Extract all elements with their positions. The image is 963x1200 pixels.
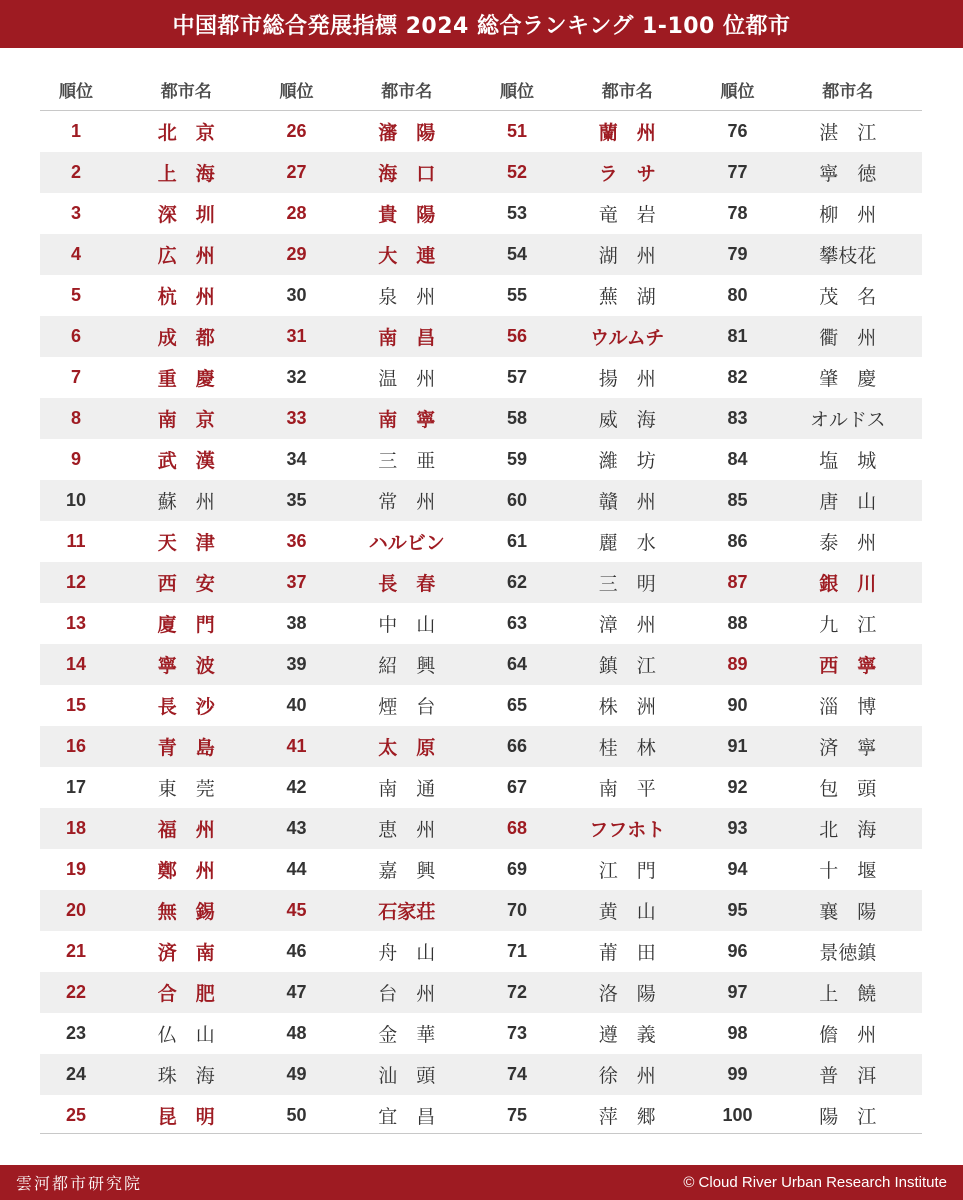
city-cell: 恵 州 xyxy=(378,819,436,841)
city-cell: ウルムチ xyxy=(590,327,665,349)
city-cell: 上 饒 xyxy=(819,983,877,1005)
city-cell: 合 肥 xyxy=(157,983,215,1005)
city-cell: 長 春 xyxy=(378,573,436,595)
rank-cell: 7 xyxy=(70,367,81,387)
table-row xyxy=(40,193,922,234)
rank-cell: 19 xyxy=(65,859,87,879)
table-row xyxy=(40,111,922,152)
city-cell: 鄭 州 xyxy=(157,860,215,882)
table-body xyxy=(40,111,922,1136)
city-cell: 蘭 州 xyxy=(598,122,656,144)
rank-header: 順位 xyxy=(720,81,755,102)
rank-cell: 59 xyxy=(506,449,528,469)
rank-cell: 93 xyxy=(727,818,748,838)
rank-cell: 70 xyxy=(506,900,528,920)
city-cell: 湛 江 xyxy=(819,122,877,144)
city-cell: 石家荘 xyxy=(378,901,436,923)
rank-cell: 3 xyxy=(70,203,81,223)
city-cell: 威 海 xyxy=(598,409,656,431)
rank-cell: 43 xyxy=(286,818,307,838)
city-cell: 金 華 xyxy=(378,1024,436,1046)
rank-cell: 28 xyxy=(286,203,307,223)
city-cell: 東 莞 xyxy=(157,778,215,800)
rank-header: 順位 xyxy=(279,81,314,102)
city-cell: 福 州 xyxy=(157,819,215,841)
rank-cell: 71 xyxy=(506,941,528,961)
rank-cell: 23 xyxy=(65,1023,87,1043)
rank-cell: 27 xyxy=(286,162,307,182)
rank-cell: 83 xyxy=(727,408,748,428)
table-row xyxy=(40,152,922,193)
rank-cell: 82 xyxy=(727,367,748,387)
rank-cell: 54 xyxy=(506,244,528,264)
table-row xyxy=(40,644,922,685)
rank-cell: 12 xyxy=(65,572,87,592)
city-cell: 湖 州 xyxy=(598,245,656,267)
rank-cell: 50 xyxy=(286,1105,307,1125)
rank-cell: 84 xyxy=(727,449,748,469)
city-cell: 桂 林 xyxy=(598,737,656,759)
rank-cell: 73 xyxy=(506,1023,528,1043)
city-cell: 杭 州 xyxy=(157,286,215,308)
city-cell: 莆 田 xyxy=(598,942,656,964)
city-cell: 紹 興 xyxy=(378,655,436,677)
rank-cell: 92 xyxy=(727,777,748,797)
rank-cell: 72 xyxy=(506,982,528,1002)
rank-cell: 45 xyxy=(286,900,307,920)
city-cell: 重 慶 xyxy=(157,368,215,390)
rank-cell: 25 xyxy=(65,1105,87,1125)
rank-cell: 95 xyxy=(727,900,748,920)
city-cell: 黄 山 xyxy=(598,901,656,923)
rank-cell: 41 xyxy=(286,736,307,756)
rank-cell: 99 xyxy=(727,1064,748,1084)
city-cell: 柳 州 xyxy=(819,204,877,226)
table-row xyxy=(40,890,922,931)
city-header: 都市名 xyxy=(381,81,433,102)
rank-cell: 9 xyxy=(70,449,81,469)
rank-cell: 34 xyxy=(286,449,307,469)
rank-cell: 26 xyxy=(286,121,307,141)
rank-cell: 1 xyxy=(70,121,81,141)
city-cell: 煙 台 xyxy=(378,696,436,718)
city-cell: 昆 明 xyxy=(157,1106,215,1128)
rank-cell: 46 xyxy=(286,941,307,961)
city-cell: 中 山 xyxy=(378,614,436,636)
city-cell: 西 安 xyxy=(157,573,215,595)
city-cell: 鎮 江 xyxy=(598,655,656,677)
rank-cell: 79 xyxy=(727,244,748,264)
rank-cell: 91 xyxy=(727,736,748,756)
city-cell: フフホト xyxy=(589,819,666,841)
city-cell: 温 州 xyxy=(378,368,436,390)
city-cell: 寧 徳 xyxy=(819,163,877,185)
rank-cell: 76 xyxy=(727,121,748,141)
city-cell: 天 津 xyxy=(157,532,215,554)
table-row xyxy=(40,849,922,890)
rank-cell: 8 xyxy=(70,408,81,428)
rank-cell: 20 xyxy=(65,900,87,920)
table-bottom-divider xyxy=(40,1133,922,1134)
rank-cell: 65 xyxy=(506,695,528,715)
rank-cell: 6 xyxy=(70,326,81,346)
city-cell: 攀枝花 xyxy=(819,245,877,267)
table-row xyxy=(40,562,922,603)
city-cell: 珠 海 xyxy=(157,1065,215,1087)
rank-cell: 36 xyxy=(286,531,307,551)
city-cell: 南 京 xyxy=(157,409,215,431)
table-row xyxy=(40,1054,922,1095)
rank-cell: 77 xyxy=(727,162,748,182)
city-header: 都市名 xyxy=(601,81,653,102)
city-cell: オルドス xyxy=(809,409,886,431)
table-row xyxy=(40,439,922,480)
rank-cell: 56 xyxy=(506,326,528,346)
table-row xyxy=(40,972,922,1013)
city-cell: 貴 陽 xyxy=(378,204,436,226)
city-cell: 青 島 xyxy=(157,737,215,759)
rank-cell: 61 xyxy=(506,531,528,551)
rank-cell: 86 xyxy=(727,531,748,551)
rank-cell: 24 xyxy=(65,1064,87,1084)
rank-cell: 44 xyxy=(286,859,307,879)
city-header: 都市名 xyxy=(160,81,212,102)
rank-cell: 51 xyxy=(506,121,528,141)
city-cell: 蘇 州 xyxy=(157,491,215,513)
footer-organization: 雲河都市研究院 xyxy=(16,1174,143,1193)
city-cell: 大 連 xyxy=(378,245,436,267)
city-cell: 陽 江 xyxy=(819,1106,877,1128)
city-cell: 瀋 陽 xyxy=(378,122,436,144)
table-row xyxy=(40,316,922,357)
city-header: 都市名 xyxy=(822,81,874,102)
rank-cell: 16 xyxy=(65,736,87,756)
city-cell: 西 寧 xyxy=(819,655,877,677)
rank-cell: 32 xyxy=(286,367,307,387)
city-cell: 済 南 xyxy=(157,942,215,964)
city-cell: 麗 水 xyxy=(598,532,656,554)
table-row xyxy=(40,726,922,767)
rank-cell: 63 xyxy=(506,613,528,633)
footer-bar xyxy=(0,1165,963,1200)
city-cell: 蕪 湖 xyxy=(598,286,656,308)
city-cell: 汕 頭 xyxy=(378,1065,436,1087)
city-cell: 普 洱 xyxy=(819,1065,877,1087)
city-cell: 洛 陽 xyxy=(598,983,656,1005)
city-cell: 南 平 xyxy=(598,778,656,800)
rank-cell: 89 xyxy=(727,654,748,674)
city-cell: 無 錫 xyxy=(157,901,215,923)
city-cell: 泉 州 xyxy=(378,286,436,308)
table-row xyxy=(40,767,922,808)
rank-cell: 48 xyxy=(286,1023,307,1043)
rank-cell: 35 xyxy=(286,490,307,510)
city-cell: 徐 州 xyxy=(598,1065,656,1087)
city-cell: 萍 郷 xyxy=(598,1106,656,1128)
city-cell: 三 明 xyxy=(598,573,656,595)
city-cell: 上 海 xyxy=(157,163,215,185)
footer-copyright: © Cloud River Urban Research Institute xyxy=(683,1174,947,1191)
rank-cell: 90 xyxy=(727,695,748,715)
city-cell: 寧 波 xyxy=(157,655,215,677)
rank-cell: 18 xyxy=(65,818,87,838)
city-cell: 景徳鎮 xyxy=(819,942,877,964)
rank-cell: 64 xyxy=(506,654,528,674)
city-cell: 嘉 興 xyxy=(378,860,436,882)
city-cell: 深 圳 xyxy=(157,204,215,226)
city-cell: ラ サ xyxy=(598,163,656,185)
rank-cell: 74 xyxy=(506,1064,528,1084)
city-cell: 江 門 xyxy=(598,860,656,882)
rank-cell: 75 xyxy=(506,1105,528,1125)
rank-cell: 80 xyxy=(727,285,748,305)
rank-cell: 30 xyxy=(286,285,307,305)
rank-cell: 29 xyxy=(286,244,307,264)
rank-cell: 66 xyxy=(506,736,528,756)
city-cell: 肇 慶 xyxy=(819,368,877,390)
city-cell: 濰 坊 xyxy=(598,450,656,472)
rank-cell: 14 xyxy=(65,654,87,674)
city-cell: 長 沙 xyxy=(157,696,215,718)
rank-cell: 5 xyxy=(70,285,81,305)
city-cell: 北 海 xyxy=(819,819,877,841)
rank-cell: 22 xyxy=(65,982,87,1002)
rank-cell: 85 xyxy=(727,490,748,510)
city-cell: 済 寧 xyxy=(819,737,877,759)
rank-cell: 13 xyxy=(65,613,87,633)
city-cell: 淄 博 xyxy=(819,696,877,718)
rank-cell: 68 xyxy=(506,818,528,838)
city-cell: 南 昌 xyxy=(378,327,436,349)
rank-header: 順位 xyxy=(500,81,534,102)
table-row xyxy=(40,521,922,562)
city-cell: 北 京 xyxy=(157,122,215,144)
rank-cell: 87 xyxy=(727,572,748,592)
city-cell: 広 州 xyxy=(157,245,215,267)
rank-cell: 97 xyxy=(727,982,748,1002)
rank-cell: 4 xyxy=(70,244,81,264)
city-cell: 成 都 xyxy=(157,327,215,349)
rank-cell: 47 xyxy=(286,982,307,1002)
rank-cell: 49 xyxy=(286,1064,307,1084)
city-cell: 塩 城 xyxy=(819,450,877,472)
rank-cell: 100 xyxy=(722,1105,753,1125)
rank-cell: 31 xyxy=(286,326,307,346)
city-cell: 揚 州 xyxy=(598,368,656,390)
city-cell: 襄 陽 xyxy=(819,901,877,923)
table-row xyxy=(40,931,922,972)
rank-cell: 98 xyxy=(727,1023,748,1043)
rank-cell: 88 xyxy=(727,613,748,633)
city-cell: 宜 昌 xyxy=(378,1106,436,1128)
rank-cell: 42 xyxy=(286,777,307,797)
rank-cell: 78 xyxy=(727,203,748,223)
rank-cell: 69 xyxy=(506,859,528,879)
city-cell: 廈 門 xyxy=(157,614,215,636)
rank-cell: 11 xyxy=(66,531,86,551)
rank-cell: 33 xyxy=(286,408,307,428)
rank-cell: 17 xyxy=(65,777,87,797)
rank-cell: 52 xyxy=(506,162,528,182)
city-cell: 泰 州 xyxy=(819,532,877,554)
rank-cell: 2 xyxy=(70,162,81,182)
rank-cell: 10 xyxy=(65,490,87,510)
table-row xyxy=(40,603,922,644)
city-cell: 常 州 xyxy=(378,491,436,513)
table-row xyxy=(40,1095,922,1136)
city-cell: 三 亜 xyxy=(378,450,436,472)
rank-cell: 96 xyxy=(727,941,748,961)
rank-cell: 40 xyxy=(286,695,307,715)
rank-cell: 81 xyxy=(727,326,748,346)
rank-cell: 62 xyxy=(506,572,528,592)
table-row xyxy=(40,1013,922,1054)
rank-cell: 60 xyxy=(506,490,528,510)
city-cell: 十 堰 xyxy=(819,860,877,882)
table-row xyxy=(40,275,922,316)
city-cell: 銀 川 xyxy=(819,573,877,595)
city-cell: 包 頭 xyxy=(819,778,877,800)
city-cell: 衢 州 xyxy=(819,327,877,349)
table-row xyxy=(40,357,922,398)
city-cell: 台 州 xyxy=(378,983,436,1005)
table-row xyxy=(40,480,922,521)
ranking-table xyxy=(40,68,922,1136)
city-cell: 太 原 xyxy=(378,737,436,759)
city-cell: 南 寧 xyxy=(378,409,436,431)
rank-cell: 15 xyxy=(65,695,87,715)
rank-cell: 58 xyxy=(506,408,528,428)
city-cell: 南 通 xyxy=(378,778,436,800)
rank-cell: 38 xyxy=(286,613,307,633)
table-header-row xyxy=(40,68,922,111)
table-row xyxy=(40,808,922,849)
city-cell: 武 漢 xyxy=(157,450,215,472)
rank-cell: 53 xyxy=(506,203,528,223)
city-cell: 漳 州 xyxy=(598,614,656,636)
city-cell: 舟 山 xyxy=(378,942,436,964)
city-cell: ハルビン xyxy=(368,532,445,554)
city-cell: 株 洲 xyxy=(598,696,656,718)
rank-cell: 55 xyxy=(506,285,528,305)
city-cell: 海 口 xyxy=(378,163,436,185)
rank-cell: 39 xyxy=(286,654,307,674)
table-row xyxy=(40,398,922,439)
city-cell: 仏 山 xyxy=(157,1024,215,1046)
rank-cell: 37 xyxy=(286,572,307,592)
rank-header: 順位 xyxy=(59,81,93,102)
city-cell: 茂 名 xyxy=(819,286,877,308)
city-cell: 贛 州 xyxy=(598,491,656,513)
city-cell: 儋 州 xyxy=(819,1024,877,1046)
rank-cell: 21 xyxy=(65,941,87,961)
page-title: 中国都市総合発展指標 2024 総合ランキング 1-100 位都市 xyxy=(0,0,963,48)
table-row xyxy=(40,234,922,275)
city-cell: 九 江 xyxy=(819,614,877,636)
rank-cell: 67 xyxy=(506,777,528,797)
city-cell: 遵 義 xyxy=(598,1024,656,1046)
rank-cell: 94 xyxy=(727,859,748,879)
city-cell: 竜 岩 xyxy=(598,204,656,226)
rank-cell: 57 xyxy=(506,367,528,387)
city-cell: 唐 山 xyxy=(819,491,877,513)
table-row xyxy=(40,685,922,726)
